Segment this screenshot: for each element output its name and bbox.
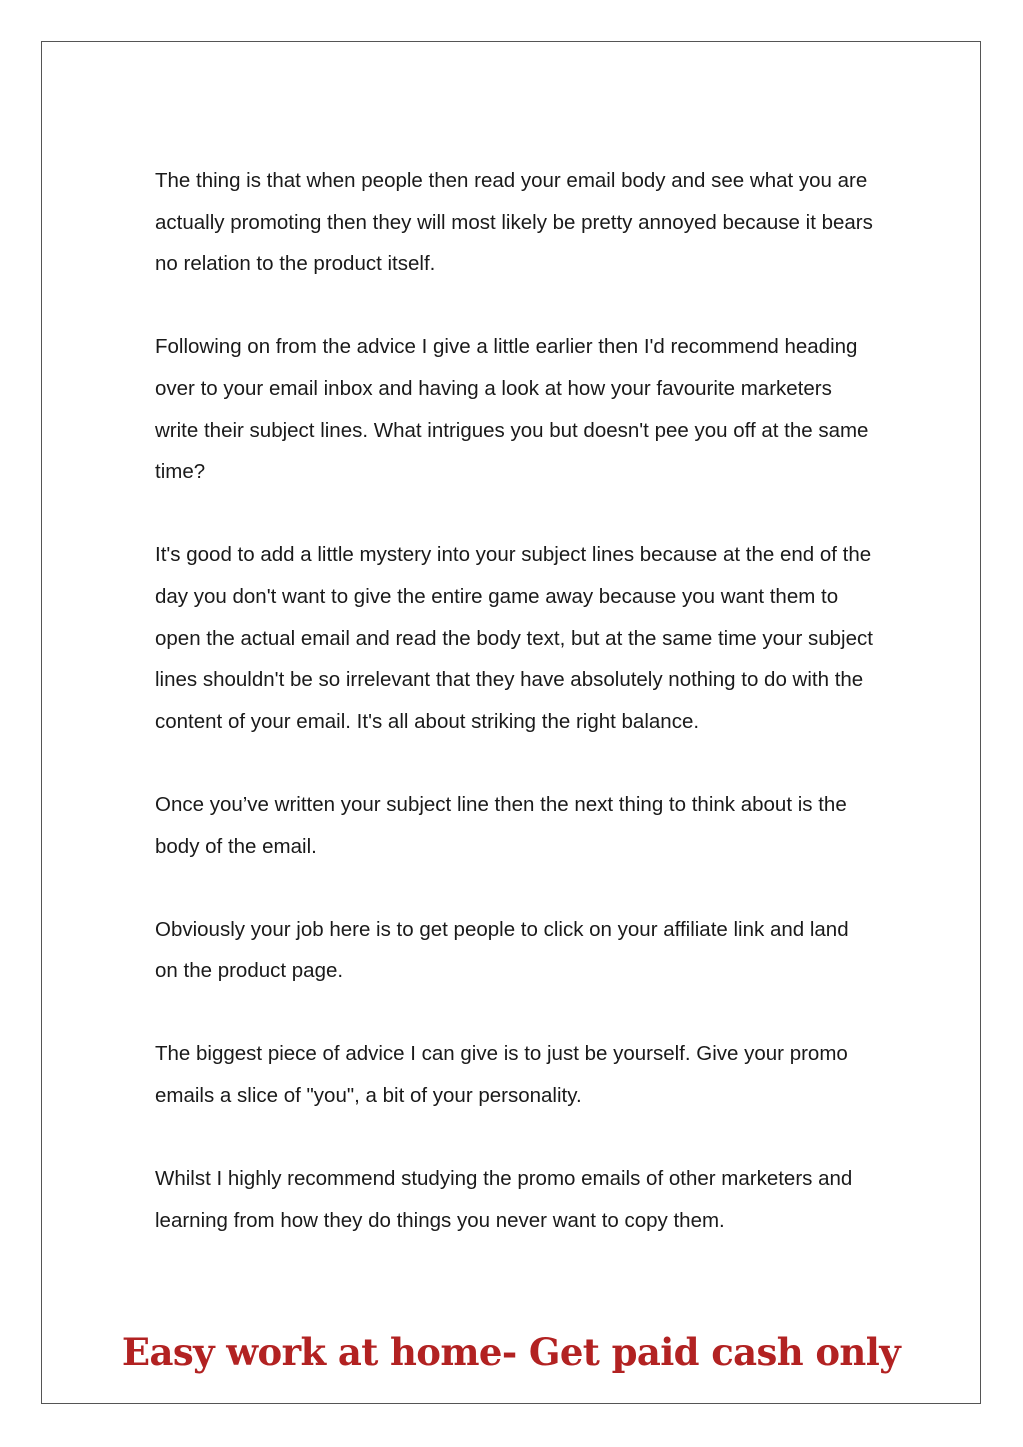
paragraph: Obviously your job here is to get people to click on your affiliate link and land on the product page. [155, 917, 849, 983]
paragraph: Once you’ve written your subject line then the next thing to think about is the body of the email. [155, 792, 847, 858]
paragraph: The biggest piece of advice I can give is to just be yourself. Give your promo emails a slice of "you", a bit of your personality. [155, 1042, 848, 1108]
paragraph: Following on from the advice I give a little earlier then I'd recommend heading over to your email inbox and having a look at how your favourite marketers write their subject lines. What intrigues you but doesn't pee you off at the same time? [155, 335, 869, 484]
promo-banner: Easy work at home- Get paid cash only [121, 1330, 901, 1374]
paragraph: The thing is that when people then read your email body and see what you are actually promoting then they will most likely be pretty annoyed because it bears no relation to the product itself. [155, 169, 873, 276]
document-body [155, 160, 875, 1241]
paragraph: It's good to add a little mystery into your subject lines because at the end of the day you don't want to give the entire game away because you want them to open the actual email and read the body text, but at the same time your subject lines shouldn't be so irrelevant that they have absolutely nothing to do with the content of your email. It's all about striking the right balance. [155, 543, 873, 733]
paragraph: Whilst I highly recommend studying the promo emails of other marketers and learning from how they do things you never want to copy them. [155, 1167, 853, 1232]
